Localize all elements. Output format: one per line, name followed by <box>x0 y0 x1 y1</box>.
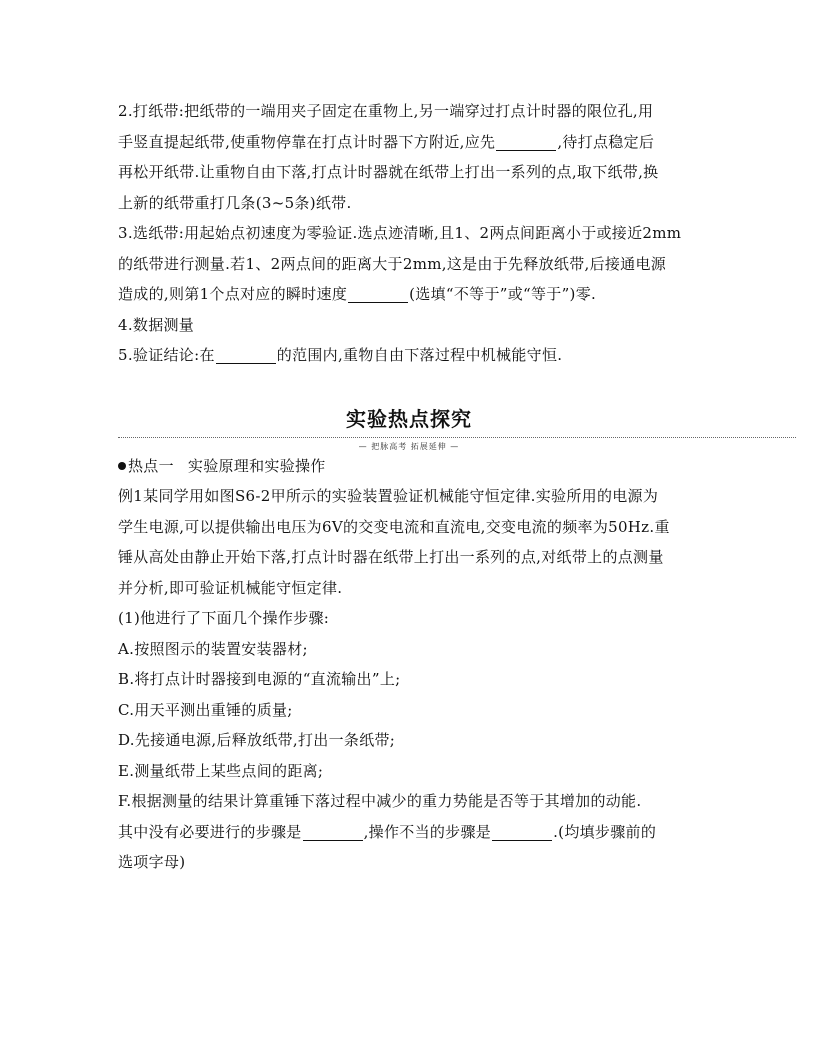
step3-line3: 造成的,则第1个点对应的瞬时速度 (选填“不等于”或“等于”)零. <box>118 285 597 303</box>
section-subtitle: — 把脉高考 拓展延伸 — <box>358 441 460 451</box>
example-line3: 锤从高处由静止开始下落,打点计时器在纸带上打出一系列的点,对纸带上的点测量 <box>118 548 664 566</box>
question-fill-line2: 选项字母) <box>118 853 186 871</box>
option-d: D.先接通电源,后释放纸带,打出一条纸带; <box>118 731 396 749</box>
bullet-icon <box>118 462 126 470</box>
answer-blank[interactable] <box>348 284 408 303</box>
option-a: A.按照图示的装置安装器材; <box>118 639 308 658</box>
step3-line1: 3.选纸带:用起始点初速度为零验证.选点迹清晰,且1、2两点间距离小于或接近2mm <box>118 224 682 242</box>
section-title: 实验热点探究 <box>346 406 472 431</box>
section-divider <box>118 437 796 438</box>
option-b: B.将打点计时器接到电源的“直流输出”上; <box>118 670 401 688</box>
step4-line: 4.数据测量 <box>118 315 195 334</box>
step2-line1: 2.打纸带:把纸带的一端用夹子固定在重物上,另一端穿过打点计时器的限位孔,用 <box>118 102 654 120</box>
answer-blank[interactable] <box>303 822 363 841</box>
step2-line3: 再松开纸带.让重物自由下落,打点计时器就在纸带上打出一系列的点,取下纸带,换 <box>118 163 659 181</box>
answer-blank[interactable] <box>492 822 552 841</box>
option-f: F.根据测量的结果计算重锤下落过程中减少的重力势能是否等于其增加的动能. <box>118 792 642 810</box>
example-line4: 并分析,即可验证机械能守恒定律. <box>118 578 343 597</box>
step2-line2: 手竖直提起纸带,使重物停靠在打点计时器下方附近,应先 ,待打点稳定后 <box>118 132 655 151</box>
question-fill-line: 其中没有必要进行的步骤是 ,操作不当的步骤是 .(均填步骤前的 <box>118 822 657 841</box>
hotspot-heading: 热点一 实验原理和实验操作 <box>118 451 700 482</box>
question-intro: (1)他进行了下面几个操作步骤: <box>118 609 330 627</box>
answer-blank[interactable] <box>216 345 276 364</box>
step2-line4: 上新的纸带重打几条(3~5条)纸带. <box>118 193 352 212</box>
option-c: C.用天平测出重锤的质量; <box>118 700 293 719</box>
step5-line: 5.验证结论:在 的范围内,重物自由下落过程中机械能守恒. <box>118 346 563 364</box>
option-e: E.测量纸带上某些点间的距离; <box>118 761 324 780</box>
answer-blank[interactable] <box>496 132 556 151</box>
section-header <box>118 401 700 451</box>
example-line2: 学生电源,可以提供输出电压为6V的交变电流和直流电,交变电流的频率为50Hz.重 <box>118 517 670 536</box>
step3-line2: 的纸带进行测量.若1、2两点间的距离大于2mm,这是由于先释放纸带,后接通电源 <box>118 254 667 273</box>
document-body <box>118 96 700 878</box>
example-line1: 例1某同学用如图S6-2甲所示的实验装置验证机械能守恒定律.实验所用的电源为 <box>118 487 659 505</box>
